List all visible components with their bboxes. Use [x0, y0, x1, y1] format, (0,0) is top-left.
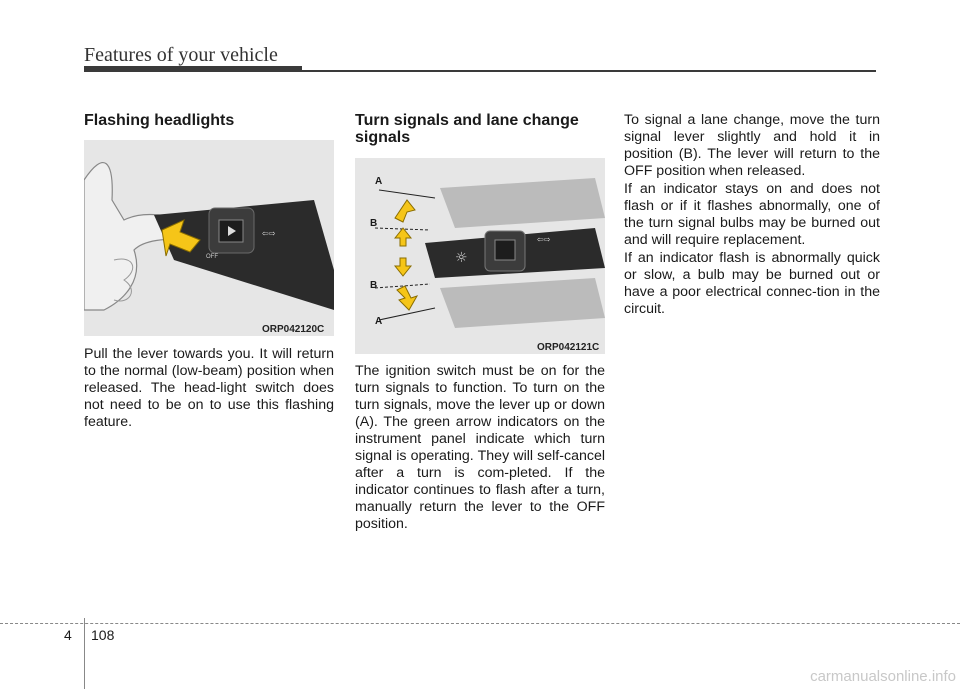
body-indicator-stays-on: If an indicator stays on and does not flash or if it flashes abnormally, one of the turn signal bulbs may be burned out and will require replacement.: [624, 181, 880, 248]
svg-text:☼: ☼: [455, 250, 468, 266]
section-heading-flashing: Flashing headlights: [84, 112, 235, 129]
turn-lever-illustration: [355, 158, 605, 354]
callout-a-top: A: [375, 176, 383, 187]
figure-caption-code: ORP042120C: [262, 324, 325, 335]
arrow-up-a-icon: [395, 200, 415, 222]
body-turn-signals: The ignition switch must be on for the turn signals to function. To turn on the turn signals, move the lever up or down (A). The green arrow indicators on the instrument panel indicate which turn signal is operating. They will self-cancel after a turn is com-pleted. If the indicator continues to flash after a turn, manually return the lever to the OFF position.: [355, 363, 605, 532]
watermark-text: carmanualsonline.info: [810, 668, 956, 685]
header-rule-thick: [84, 66, 302, 72]
callout-b-top: B: [370, 218, 378, 229]
figure-flashing-headlights: [84, 140, 334, 336]
callout-b-bottom: B: [370, 280, 378, 291]
header-rule-thin: [302, 70, 876, 72]
page-header-title: Features of your vehicle: [84, 44, 278, 66]
arrow-down-b-icon: [395, 258, 411, 276]
svg-text:⇦⇨: ⇦⇨: [537, 235, 551, 244]
page-number: 108: [91, 627, 115, 643]
chapter-number: 4: [64, 627, 72, 643]
arrow-up-b-icon: [395, 228, 411, 246]
body-flashing: Pull the lever towards you. It will return to the normal (low-beam) position when released. The head-light switch does not need to be on to use this flashing feature.: [84, 346, 334, 430]
arrow-down-a-icon: [397, 286, 417, 310]
callout-a-bottom: A: [375, 316, 383, 327]
body-indicator-flash-rate: If an indicator flash is abnormally quick or slow, a bulb may be burned out or have a poor electrical connec-tion in the circuit.: [624, 250, 880, 317]
body-lane-change: To signal a lane change, move the turn signal lever slightly and hold it in position (B). The lever will return to the OFF position when released.: [624, 112, 880, 179]
svg-text:⇦⇨: ⇦⇨: [262, 229, 276, 238]
svg-text:OFF: OFF: [206, 254, 218, 260]
figure-turn-signals: [355, 158, 605, 354]
figure-caption-code: ORP042121C: [537, 342, 600, 353]
section-heading-turn-signals: Turn signals and lane change signals: [355, 112, 579, 146]
footer-divider: [0, 623, 960, 624]
footer-vertical-rule: [84, 618, 85, 689]
lever-illustration: [84, 140, 334, 336]
